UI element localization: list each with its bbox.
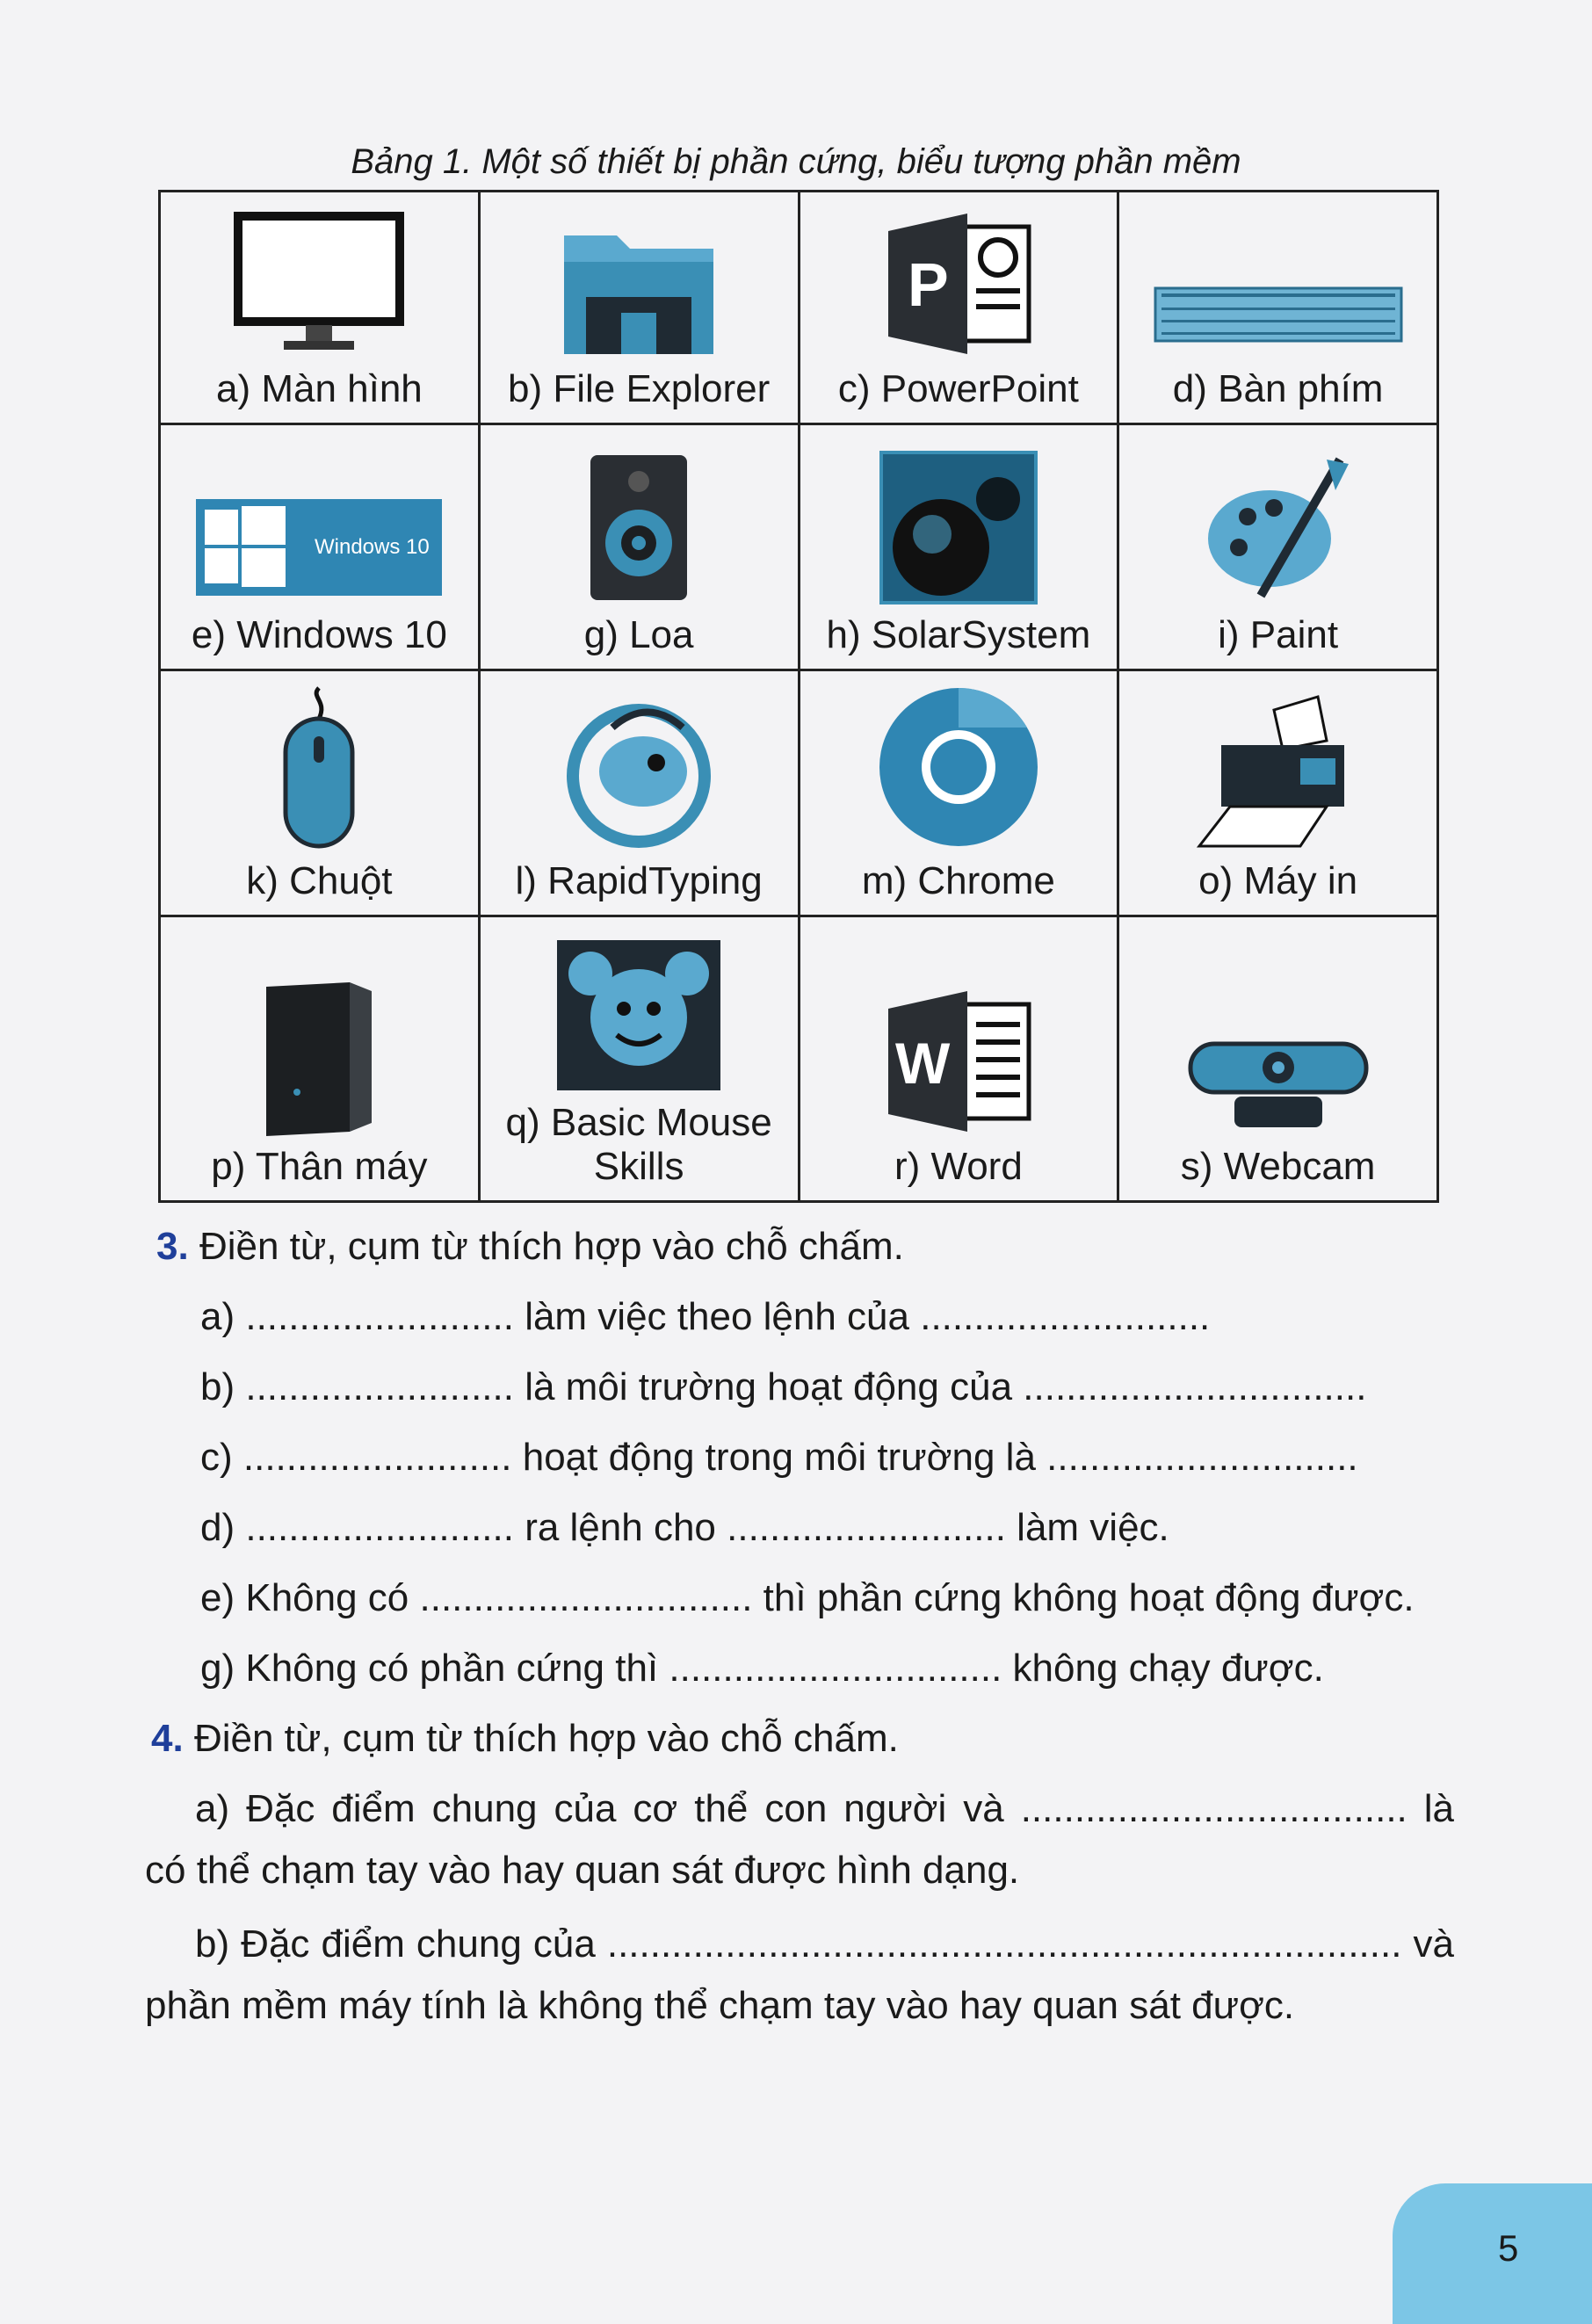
table-cell (799, 670, 1118, 916)
question-3-item-g: g) Không có phần cứng thì ............................... không chạy được. (200, 1647, 1324, 1690)
table-cell (799, 424, 1118, 670)
speaker-icon (586, 451, 691, 605)
question-4-text: Điền từ, cụm từ thích hợp vào chỗ chấm. (193, 1717, 899, 1760)
cell-label: a) Màn hình (215, 367, 423, 411)
table-cell (160, 424, 480, 670)
question-4-prompt (151, 1714, 1454, 1763)
table-cell (160, 192, 480, 424)
table-cell (799, 192, 1118, 424)
question-4-number: 4. (151, 1717, 184, 1760)
hardware-software-table (158, 190, 1439, 1203)
cell-label: p) Thân máy (211, 1145, 428, 1189)
cell-label: c) PowerPoint (837, 367, 1079, 411)
question-3-item-b: b) ......................... là môi trường hoạt động của ................................ (200, 1365, 1367, 1408)
question-4a-line-2: có thể chạm tay vào hay quan sát được hình dạng. (145, 1849, 1020, 1892)
question-3-text: Điền từ, cụm từ thích hợp vào chỗ chấm. (199, 1225, 904, 1268)
word-icon (879, 987, 1038, 1136)
cell-label: g) Loa (583, 613, 694, 657)
question-3-item-a: a) ......................... làm việc theo lệnh của ........................... (200, 1295, 1211, 1338)
cell-label: i) Paint (1218, 613, 1339, 657)
mouse-icon (275, 684, 363, 851)
cell-label: h) SolarSystem (826, 613, 1091, 657)
question-4b-line-1: b) Đặc điểm chung của .......................................................................... và (195, 1922, 1454, 1966)
question-3-item-c: c) ......................... hoạt động trong môi trường là ............................. (200, 1436, 1358, 1479)
monitor-icon (231, 209, 407, 358)
table-cell (479, 670, 799, 916)
page-number: 5 (1498, 2227, 1519, 2269)
table-cell (1118, 424, 1438, 670)
file-explorer-icon (560, 218, 718, 358)
chrome-icon (875, 684, 1042, 851)
cell-label: s) Webcam (1180, 1145, 1376, 1189)
table-cell (1118, 916, 1438, 1202)
table-cell (1118, 670, 1438, 916)
cell-label: l) RapidTyping (515, 859, 763, 903)
webcam-icon (1186, 1031, 1371, 1136)
table-cell (479, 424, 799, 670)
cell-label: k) Chuột (246, 859, 393, 903)
cell-label: q) Basic Mouse Skills (505, 1100, 772, 1189)
svg-text:P: P (907, 250, 949, 320)
questions-section (145, 1222, 1454, 2031)
cell-label: m) Chrome (861, 859, 1055, 903)
cell-label: e) Windows 10 (191, 613, 447, 657)
solarsystem-icon (879, 451, 1038, 605)
table-caption: Bảng 1. Một số thiết bị phần cứng, biểu tượng phần mềm (351, 142, 1241, 181)
cell-label: d) Bàn phím (1172, 367, 1384, 411)
page-content (0, 141, 1592, 2043)
question-4a-line-1: a) Đặc điểm chung của cơ thể con người và .................................... là (195, 1787, 1454, 1830)
basic-mouse-skills-icon (555, 938, 722, 1092)
question-3-prompt (156, 1222, 1454, 1271)
table-cell (1118, 192, 1438, 424)
cell-label: r) Word (894, 1145, 1023, 1189)
rapidtyping-icon (560, 692, 718, 851)
windows-10-icon-text: Windows 10 (315, 535, 431, 560)
question-4b-line-2: phần mềm máy tính là không thể chạm tay vào hay quan sát được. (145, 1984, 1295, 2027)
table-cell (479, 916, 799, 1202)
question-3-number: 3. (156, 1225, 189, 1268)
question-3-item-d: d) ......................... ra lệnh cho .......................... làm việc. (200, 1506, 1169, 1549)
printer-icon (1195, 692, 1362, 851)
table-cell (479, 192, 799, 424)
svg-text:W: W (894, 1031, 951, 1097)
question-3-item-e: e) Không có ............................... thì phần cứng không hoạt động được. (200, 1576, 1415, 1619)
powerpoint-icon (879, 209, 1038, 358)
cell-label: o) Máy in (1198, 859, 1358, 903)
page-number-tab (1393, 2183, 1592, 2324)
table-cell (799, 916, 1118, 1202)
cell-label: b) File Explorer (507, 367, 771, 411)
paint-palette-icon (1199, 451, 1357, 605)
computer-case-icon (262, 978, 376, 1136)
keyboard-icon (1151, 262, 1406, 358)
table-cell (160, 670, 480, 916)
table-cell (160, 916, 480, 1202)
windows-10-icon (196, 490, 442, 605)
